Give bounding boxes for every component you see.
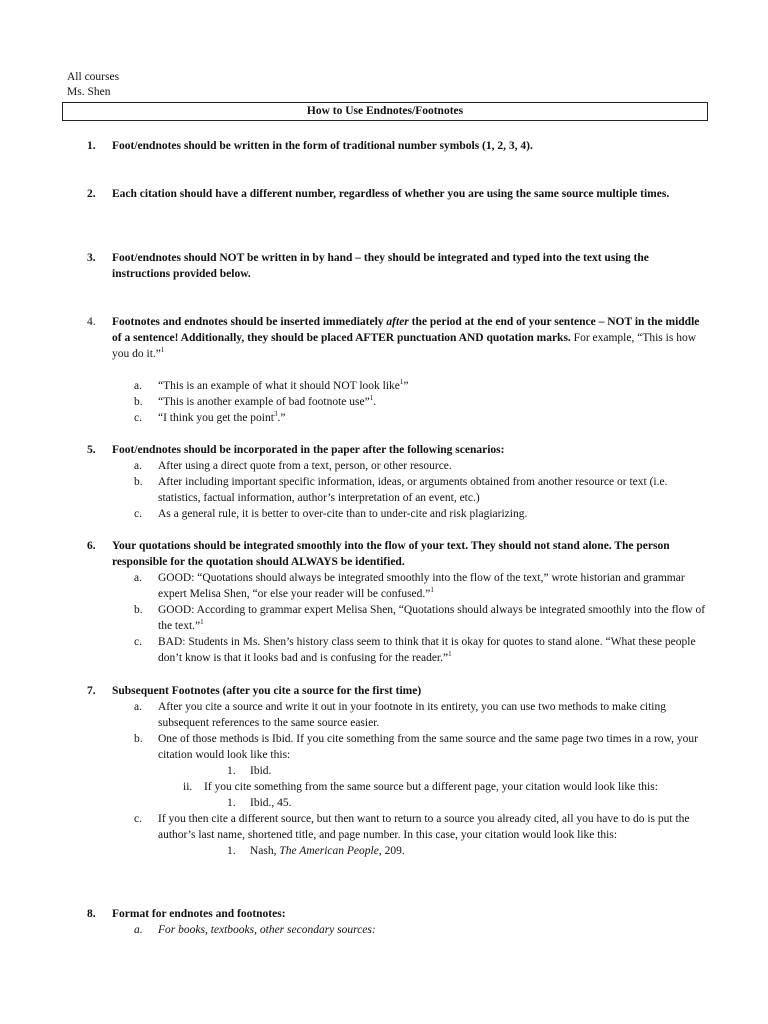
sub-item-letter: b. xyxy=(134,476,143,488)
sub-item-number: 1. xyxy=(227,797,236,809)
numbered-sub-item xyxy=(227,795,707,811)
sub-item-text: GOOD: According to grammar expert Melisa Shen, “Quotations should always be integrated smoothly into the flow of the text.” xyxy=(158,604,706,632)
sub-item xyxy=(134,602,707,634)
sub-item xyxy=(134,394,707,410)
sub-item-letter: c. xyxy=(134,636,142,648)
sub-item-letter: c. xyxy=(134,412,142,424)
sub-item-text: One of those methods is Ibid. If you cite something from the same source and the same page two times in a row, your citation would look like this: xyxy=(158,733,698,761)
sub-item-text: For books, textbooks, other secondary sources: xyxy=(158,924,376,936)
sub-item-letter: c. xyxy=(134,813,142,825)
item-text-bold: Footnotes and endnotes should be inserted immediately xyxy=(112,316,387,328)
sub-item xyxy=(134,570,707,602)
sub-item-roman: ii. xyxy=(183,781,193,793)
list-item-4 xyxy=(87,314,707,362)
footnote-marker: 3 xyxy=(273,410,278,419)
item-number: 8. xyxy=(87,908,96,920)
item-number: 5. xyxy=(87,444,96,456)
book-title: The American People xyxy=(279,845,379,857)
list-item-4-subs xyxy=(87,378,707,426)
footnote-marker: 1 xyxy=(200,618,204,627)
list-item-2 xyxy=(87,186,707,202)
numbered-sub-item xyxy=(227,763,707,779)
sub-item xyxy=(134,731,707,763)
footnote-marker: 1 xyxy=(369,394,374,403)
sub-item xyxy=(134,699,707,731)
sub-item-text: ” xyxy=(403,380,409,392)
list-item-5 xyxy=(87,442,707,522)
sub-item-letter: b. xyxy=(134,396,143,408)
item-text: Format for endnotes and footnotes: xyxy=(112,908,286,920)
footnote-marker: 1 xyxy=(448,650,452,659)
sub-item-letter: c. xyxy=(134,508,142,520)
sub-item xyxy=(134,811,707,843)
sub-item-letter: a. xyxy=(134,924,143,936)
footnote-marker: 1 xyxy=(399,378,404,387)
sub-item-text: GOOD: “Quotations should always be integrated smoothly into the flow of the text,” wrote historian and grammar expert Melisa Shen, “or else your reader will be confused.” xyxy=(158,572,685,600)
item-number: 3. xyxy=(87,252,96,264)
item-number: 4. xyxy=(87,316,96,328)
sub-item-text: After you cite a source and write it out in your footnote in its entirety, you can use two methods to make citing subsequent references to the same source easier. xyxy=(158,701,667,729)
sub-item-number: 1. xyxy=(227,845,236,857)
sub-item-text: Ibid., 45. xyxy=(250,797,292,809)
sub-item-letter: b. xyxy=(134,733,143,745)
sub-item-text: After including important specific information, ideas, or arguments obtained from another resource or text (i.e. statistics, factual information, author’s interpretation of an event, etc.) xyxy=(158,476,668,504)
list-item-6 xyxy=(87,538,707,666)
sub-item-text: After using a direct quote from a text, person, or other resource. xyxy=(158,460,452,472)
item-text xyxy=(112,314,707,362)
item-number: 6. xyxy=(87,540,96,552)
sub-item-text: BAD: Students in Ms. Shen’s history class seem to think that it is okay for quotes to stand alone. “What these people don’t know is that it looks bad and is confusing for the reader.” xyxy=(158,636,696,664)
item-text: Each citation should have a different number, regardless of whether you are using the same source multiple times. xyxy=(112,188,670,200)
sub-item-text: If you cite something from the same source but a different page, your citation would look like this: xyxy=(204,781,658,793)
item-text: Subsequent Footnotes (after you cite a source for the first time) xyxy=(112,685,422,697)
item-text: Foot/endnotes should be incorporated in the paper after the following scenarios: xyxy=(112,444,505,456)
item-text-emphasis: after xyxy=(386,316,409,328)
sub-item xyxy=(134,458,707,474)
roman-sub-item xyxy=(183,779,707,795)
sub-item xyxy=(134,506,707,522)
course-label: All courses xyxy=(67,71,120,83)
document-header xyxy=(67,70,119,100)
sub-item-text: “I think you get the point xyxy=(158,412,274,424)
sub-item-text: , 209. xyxy=(378,845,405,857)
list-item-3 xyxy=(87,250,707,282)
sub-item-letter: a. xyxy=(134,572,142,584)
sub-item-letter: b. xyxy=(134,604,143,616)
item-number: 1. xyxy=(87,140,96,152)
sub-item-text: Ibid. xyxy=(250,765,272,777)
sub-item-number: 1. xyxy=(227,765,236,777)
item-text: Your quotations should be integrated smoothly into the flow of your text. They should not stand alone. The person responsible for the quotation should ALWAYS be identified. xyxy=(112,540,670,568)
sub-item xyxy=(134,378,707,394)
sub-item-letter: a. xyxy=(134,460,142,472)
sub-item-text: As a general rule, it is better to over-cite than to under-cite and risk plagiarizing. xyxy=(158,508,528,520)
item-number: 2. xyxy=(87,188,96,200)
numbered-sub-item xyxy=(227,843,707,859)
item-text-bold: the period at the end of your sentence – NOT in the middle of a sentence! Additionally, they should be placed AFTER punctuation AND quotation marks. xyxy=(112,316,700,344)
item-text: Foot/endnotes should be written in the form of traditional number symbols (1, 2, 3, 4). xyxy=(112,140,533,152)
list-item-7 xyxy=(87,683,707,859)
sub-item-text: “This is an example of what it should NOT look like xyxy=(158,380,400,392)
footnote-marker: 1 xyxy=(160,346,165,355)
list-item-8 xyxy=(87,906,707,938)
item-text-example: For example, “This is how you do it.” xyxy=(112,332,696,360)
sub-item-text: Nash, xyxy=(250,845,280,857)
item-number: 7. xyxy=(87,685,96,697)
sub-item-text: If you then cite a different source, but then want to return to a source you already cited, all you have to do is put the author’s last name, shortened title, and page number. In this case, your citation would look like this: xyxy=(158,813,690,841)
sub-item-text: . xyxy=(373,396,377,408)
list-item-1 xyxy=(87,138,707,154)
sub-item-text: .” xyxy=(277,412,286,424)
teacher-label: Ms. Shen xyxy=(67,86,111,98)
sub-item-letter: a. xyxy=(134,701,142,713)
sub-item-letter: a. xyxy=(134,380,142,392)
item-text: Foot/endnotes should NOT be written in by hand – they should be integrated and typed into the text using the instructions provided below. xyxy=(112,252,649,280)
page-title: How to Use Endnotes/Footnotes xyxy=(62,102,708,121)
sub-item-text: “This is another example of bad footnote use” xyxy=(158,396,370,408)
sub-item xyxy=(134,634,707,666)
sub-item xyxy=(134,410,707,426)
footnote-marker: 1 xyxy=(430,586,434,595)
sub-item xyxy=(134,922,707,938)
sub-item xyxy=(134,474,707,506)
